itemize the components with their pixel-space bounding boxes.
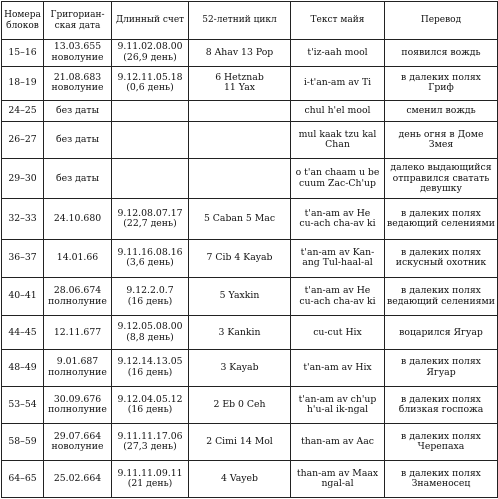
blocks-line-1: 64–65 [8,472,37,484]
blocks-line-1: 18–19 [8,77,37,89]
maya-text-line-1: t'an-am av Hix [303,361,372,373]
blocks-line-1: 15–16 [8,46,37,58]
maya-text-cell [291,66,385,101]
long-count-line-1: 9.11.02.08.00 [117,41,183,53]
blocks-line-1: 58–59 [8,436,37,448]
gregorian-line-2: полнолуние [48,295,107,307]
gregorian-cell [44,424,112,461]
cycle52-line-1: 3 Kankin [218,326,261,338]
blocks-line-1: 48–49 [8,361,37,373]
blocks-cell [2,461,44,498]
long-count-line-2: (27,3 день) [123,441,177,453]
header-row [2,2,498,40]
maya-text-line-1: mul kaak tzu kal [298,128,377,140]
gregorian-line-2: полнолуние [48,366,107,378]
gregorian-cell [44,316,112,350]
cycle52-cell [189,101,291,121]
blocks-cell [2,199,44,240]
table-row [2,101,498,121]
cycle52-line-1: 6 Hetznab [215,71,264,83]
blocks-line-1: 53–54 [8,398,37,410]
long-count-line-1: 9.12.11.05.18 [117,71,183,83]
blocks-line-1: 26–27 [8,133,37,145]
gregorian-line-1: 21.08.683 [53,71,102,83]
maya-text-cell [291,101,385,121]
translation-cell [385,461,498,498]
gregorian-line-1: без даты [56,104,99,116]
maya-text-line-1: t'an-am av Kan- [300,246,375,258]
translation-line-1: в далеких полях Гриф [401,71,481,94]
gregorian-line-2: новолуние [51,51,104,63]
long-count-cell [112,40,189,67]
gregorian-cell [44,239,112,277]
blocks-cell [2,66,44,101]
blocks-cell [2,40,44,67]
table-row [2,40,498,67]
long-count-line-1: 9.12.14.13.05 [117,356,183,368]
long-count-line-2: (21 день) [127,478,173,490]
blocks-line-1: 36–37 [8,252,37,264]
table-row [2,199,498,240]
cycle52-cell [189,277,291,316]
long-count-cell [112,199,189,240]
translation-cell [385,66,498,101]
maya-text-line-2: cu-ach cha-av ki [299,295,376,307]
translation-cell [385,277,498,316]
gregorian-line-1: без даты [56,172,99,184]
translation-cell [385,239,498,277]
long-count-line-1: 9.11.16.08.16 [117,246,183,258]
translation-line-1: далеко выдающийся [390,162,492,174]
maya-text-cell [291,350,385,387]
translation-line-1: день огня в Доме Змея [398,128,484,150]
blocks-line-1: 40–41 [8,290,37,302]
maya-dates-table [1,1,498,498]
translation-cell [385,386,498,424]
cycle52-line-1: 2 Cimi 14 Mol [206,436,273,448]
cycle52-line-1: 5 Yaxkin [219,290,260,302]
cycle52-cell [189,350,291,387]
maya-text-cell [291,461,385,498]
translation-cell [385,101,498,121]
blocks-line-1: 32–33 [8,212,37,224]
blocks-cell [2,239,44,277]
cycle52-line-1: 5 Caban 5 Mac [203,212,276,224]
long-count-line-2: (3,6 день) [126,257,174,269]
translation-line-2: близкая госпожа [398,404,484,416]
table-row [2,461,498,498]
cycle52-cell [189,386,291,424]
maya-text-cell [291,199,385,240]
translation-line-1: сменил вождь [406,104,476,116]
gregorian-line-1: 28.06.674 [53,285,102,297]
gregorian-cell [44,66,112,101]
maya-text-line-1: cu-cut Hix [313,326,362,338]
maya-text-cell [291,121,385,159]
header-translation: Перевод [385,2,498,40]
long-count-line-2: (8,8 день) [126,331,174,343]
long-count-line-1: 9.11.11.17.06 [117,430,183,442]
header-cycle52: 52-летний цикл [189,2,291,40]
table-row [2,424,498,461]
long-count-cell [112,350,189,387]
maya-text-line-1: t'iz-aah mool [307,46,368,58]
long-count-line-2: (0,6 день) [126,82,174,94]
gregorian-cell [44,159,112,199]
maya-text-line-2: Chan [325,138,350,150]
long-count-cell [112,66,189,101]
translation-cell [385,350,498,387]
translation-cell [385,40,498,67]
long-count-cell [112,316,189,350]
translation-line-2: ведающий селениями [387,217,495,229]
translation-line-2: Черепаха [417,441,465,453]
maya-text-cell [291,239,385,277]
blocks-cell [2,121,44,159]
blocks-cell [2,316,44,350]
translation-cell [385,316,498,350]
cycle52-cell [189,40,291,67]
gregorian-line-1: 29.07.664 [53,430,102,442]
gregorian-cell [44,461,112,498]
cycle52-cell [189,239,291,277]
long-count-cell [112,159,189,199]
long-count-cell [112,461,189,498]
blocks-line-1: 24–25 [8,104,37,116]
gregorian-line-1: 9.01.687 [56,356,99,368]
maya-text-cell [291,386,385,424]
gregorian-line-2: полнолуние [48,404,107,416]
gregorian-line-1: 12.11.677 [53,326,102,338]
table-row [2,239,498,277]
translation-cell [385,121,498,159]
table-body [2,40,498,498]
cycle52-cell [189,199,291,240]
maya-text-cell [291,159,385,199]
translation-line-2: искусный охотник [395,257,487,269]
table-row [2,66,498,101]
maya-text-line-1: i-t'an-am av Ti [303,77,372,89]
long-count-line-2: (16 день) [127,366,173,378]
maya-text-line-2: ngal-al [321,478,354,490]
maya-text-line-1: chul h'el mool [304,104,371,116]
translation-line-2: отправился сватать девушку [392,172,490,194]
cycle52-cell [189,159,291,199]
long-count-line-1: 9.11.11.09.11 [117,467,183,479]
table-row [2,159,498,199]
maya-text-line-1: t'an-am av ch'up [298,393,377,405]
translation-line-1: в далеких полях Ягуар [401,356,481,378]
translation-line-2: Знаменосец [411,478,471,490]
long-count-line-2: (26,9 день) [123,51,177,63]
long-count-line-1: 9.12.05.08.00 [117,321,183,333]
blocks-line-1: 44–45 [8,326,37,338]
cycle52-cell [189,316,291,350]
cycle52-line-1: 8 Ahav 13 Pop [205,46,274,58]
translation-line-1: в далеких полях [401,430,481,442]
long-count-cell [112,121,189,159]
blocks-cell [2,350,44,387]
gregorian-cell [44,40,112,67]
long-count-cell [112,277,189,316]
translation-line-1: воцарился Ягуар [399,326,483,338]
long-count-cell [112,101,189,121]
cycle52-cell [189,461,291,498]
maya-text-cell [291,316,385,350]
header-gregorian: Григориан-ская дата [44,2,112,40]
table-row [2,386,498,424]
gregorian-cell [44,199,112,240]
gregorian-line-2: новолуние [51,82,104,94]
cycle52-cell [189,66,291,101]
maya-text-line-1: t'an-am av He [304,285,371,297]
table-row [2,121,498,159]
header-blocks: Номера блоков [2,2,44,40]
gregorian-cell [44,386,112,424]
cycle52-line-1: 7 Cib 4 Kayab [206,252,273,264]
long-count-line-1: 9.12.2.0.7 [126,285,174,297]
gregorian-line-1: 13.03.655 [53,41,102,53]
translation-cell [385,424,498,461]
gregorian-line-1: 30.09.676 [53,393,102,405]
gregorian-cell [44,350,112,387]
long-count-cell [112,424,189,461]
header-long-count: Длинный счет [112,2,189,40]
cycle52-line-1: 4 Vayeb [221,472,258,484]
cycle52-cell [189,424,291,461]
maya-text-cell [291,40,385,67]
table-row [2,316,498,350]
gregorian-line-1: без даты [56,133,99,145]
maya-text-line-2: cu-ach cha-av ki [299,217,376,229]
gregorian-line-2: новолуние [51,441,104,453]
gregorian-line-1: 14.01.66 [56,252,99,264]
blocks-cell [2,277,44,316]
table-row [2,350,498,387]
blocks-cell [2,101,44,121]
translation-line-1: в далеких полях [401,285,481,297]
translation-line-1: в далеких полях [401,246,481,258]
long-count-line-1: 9.12.08.07.17 [117,207,183,219]
translation-cell [385,159,498,199]
long-count-line-2: (16 день) [127,295,173,307]
maya-text-line-1: than-am av Maax [296,467,379,479]
blocks-cell [2,386,44,424]
cycle52-line-1: 3 Kayab [220,361,259,373]
translation-cell [385,199,498,240]
gregorian-line-1: 24.10.680 [53,212,102,224]
maya-text-line-2: ang Tul-haal-al [302,257,373,269]
translation-line-1: в далеких полях [401,393,481,405]
maya-text-line-2: h'u-al ik-ngal [306,404,369,416]
long-count-line-2: (16 день) [127,404,173,416]
gregorian-cell [44,277,112,316]
translation-line-1: в далеких полях [401,207,481,219]
gregorian-line-1: 25.02.664 [53,472,102,484]
blocks-cell [2,424,44,461]
translation-line-2: ведающий селениями [387,295,495,307]
long-count-line-1: 9.12.04.05.12 [117,393,183,405]
maya-text-line-2: cuum Zac-Ch'up [299,177,376,189]
long-count-cell [112,386,189,424]
translation-line-1: появился вождь [401,46,481,58]
blocks-cell [2,159,44,199]
cycle52-cell [189,121,291,159]
maya-text-cell [291,277,385,316]
blocks-line-1: 29–30 [8,172,37,184]
maya-text-cell [291,424,385,461]
maya-text-line-1: t'an-am av He [304,207,371,219]
gregorian-cell [44,101,112,121]
long-count-line-2: (22,7 день) [123,217,177,229]
cycle52-line-1: 2 Eb 0 Ceh [213,398,266,410]
maya-text-line-1: than-am av Aac [301,436,374,448]
header-maya-text: Текст майя [291,2,385,40]
cycle52-line-2: 11 Yax [224,82,255,94]
maya-text-line-1: o t'an chaam u be [295,167,380,179]
translation-line-1: в далеких полях [401,467,481,479]
table-row [2,277,498,316]
gregorian-cell [44,121,112,159]
long-count-cell [112,239,189,277]
